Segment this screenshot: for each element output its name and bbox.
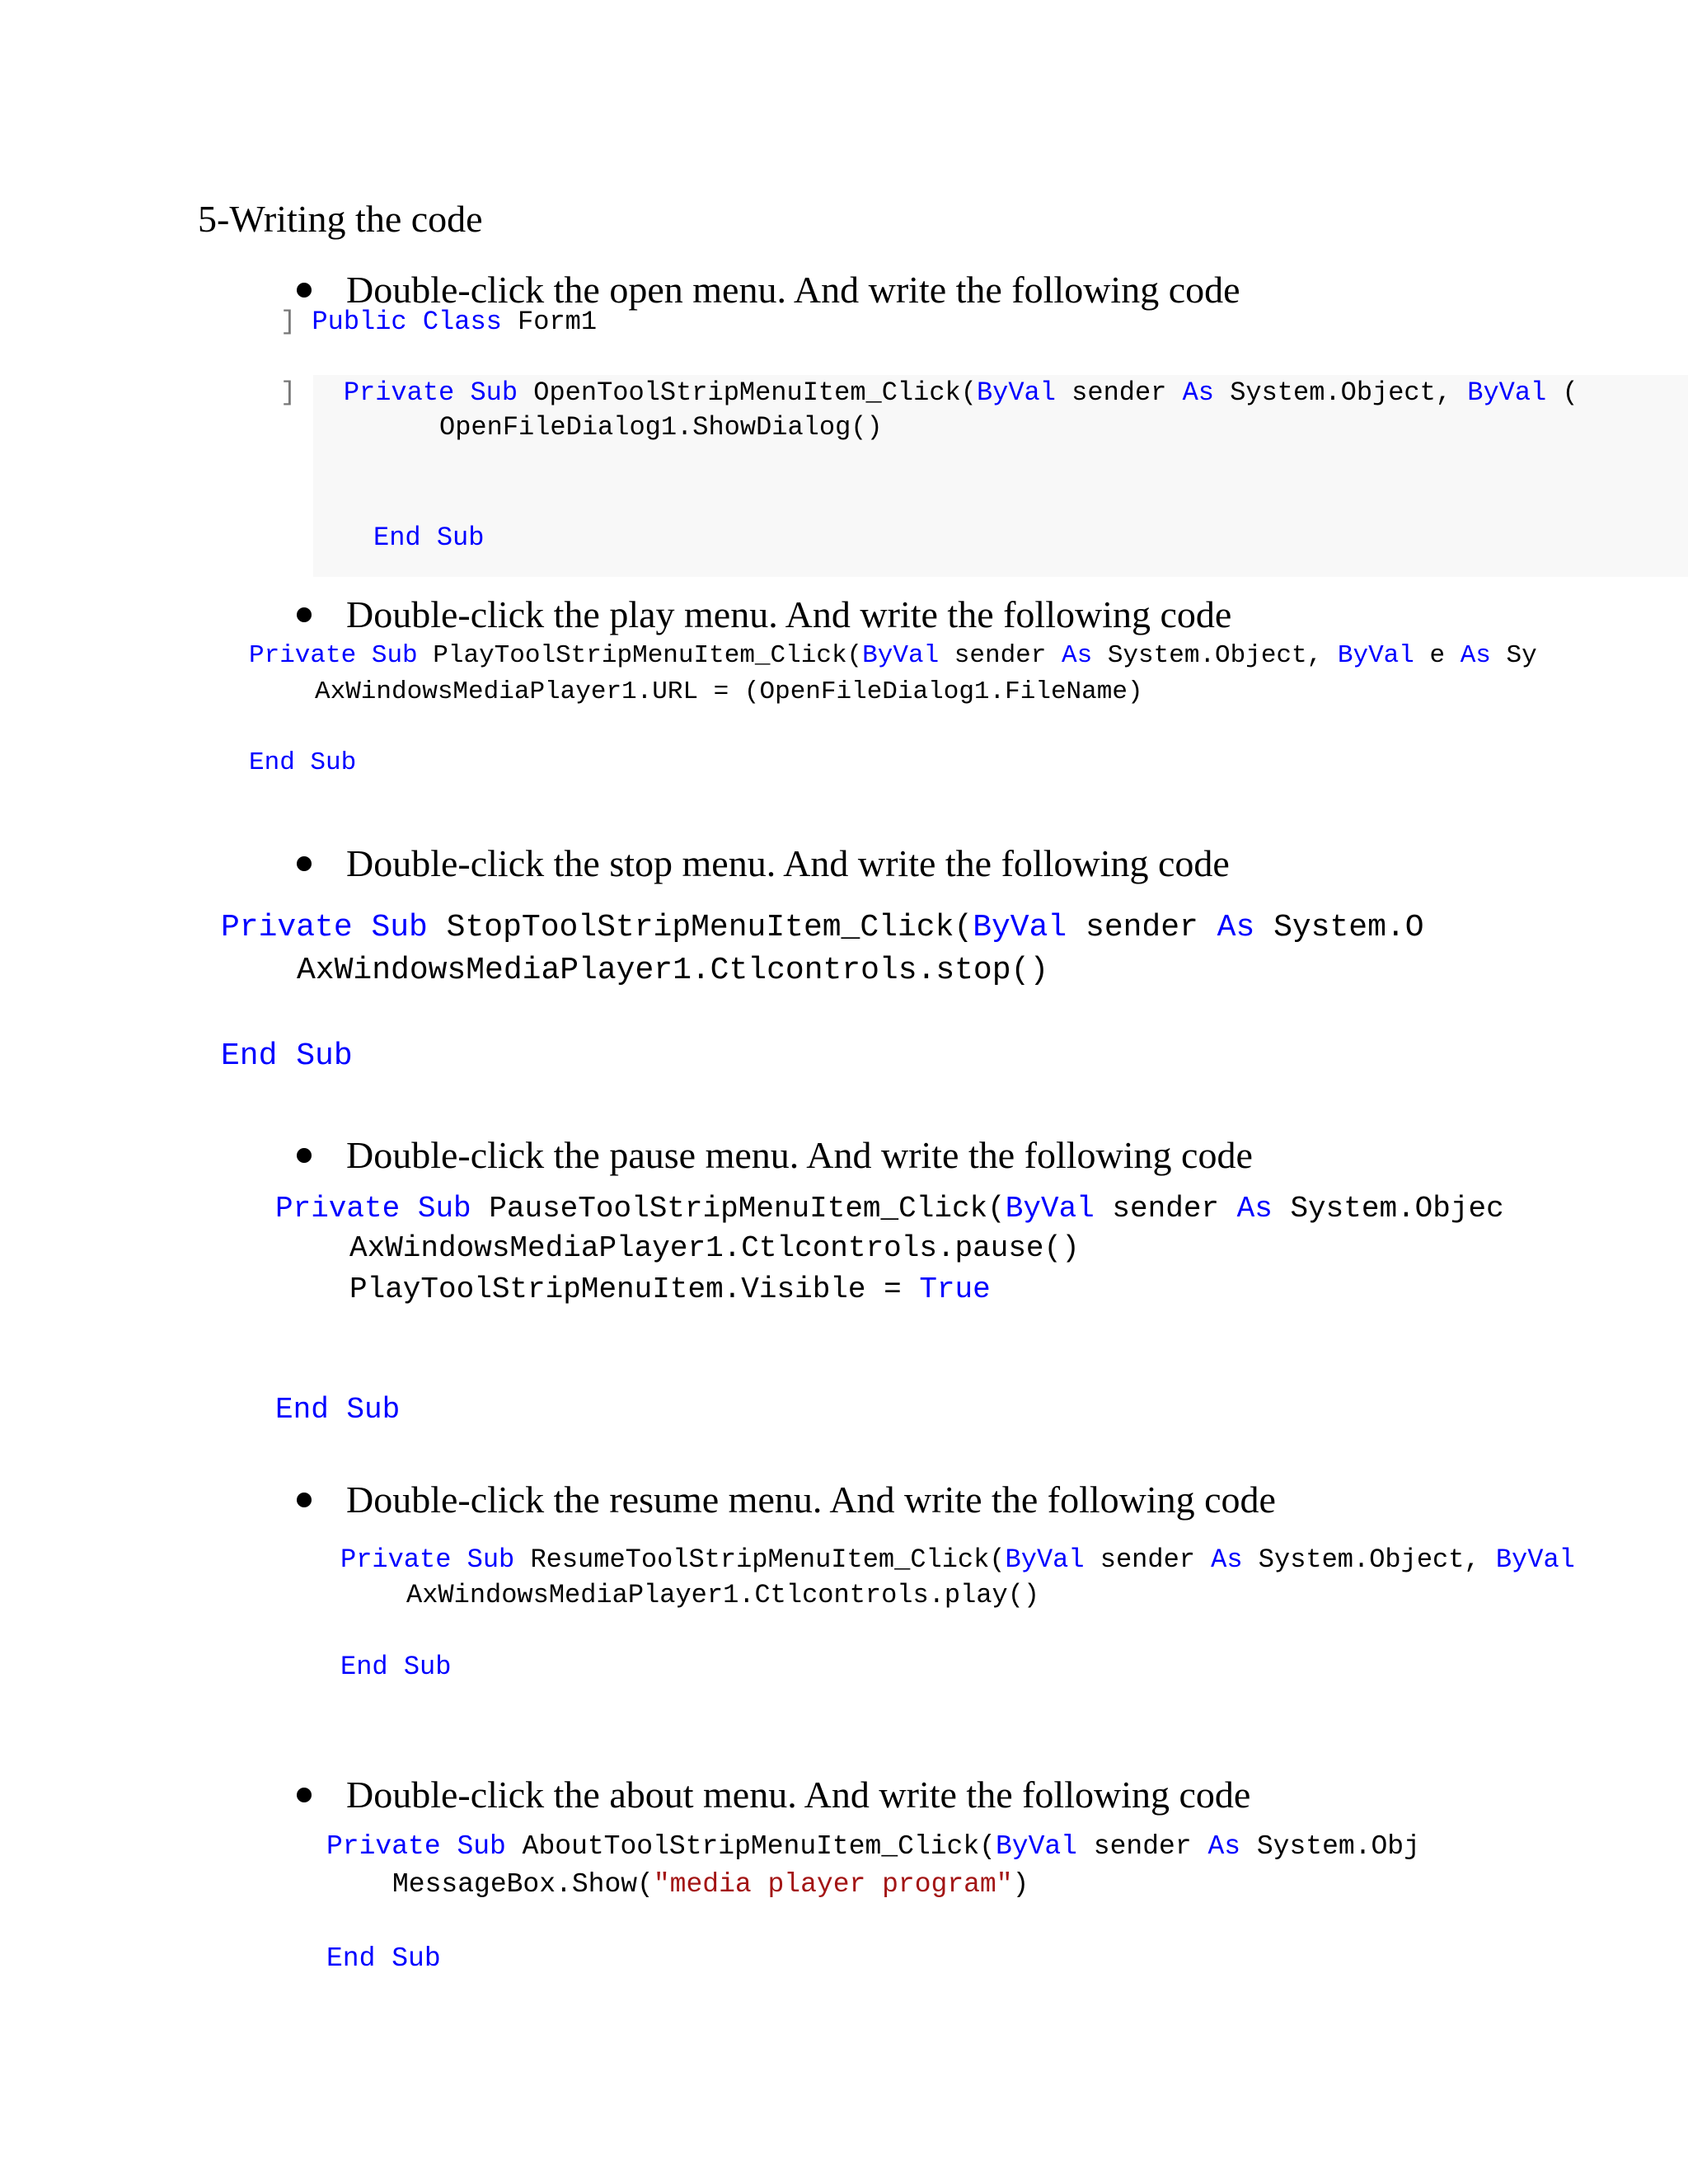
code-keyword: Public Class: [312, 307, 502, 337]
code-text: sender: [1084, 1544, 1212, 1575]
bullet-about-menu: [297, 1770, 1250, 1820]
code-line: [349, 1272, 991, 1306]
code-keyword: Private: [340, 1544, 452, 1575]
bullet-text: Double-click the open menu. And write the following code: [346, 269, 1240, 311]
code-keyword: Private: [249, 641, 357, 670]
code-text: System.Object,: [1092, 641, 1338, 670]
code-text: OpenToolStripMenuItem_Click(: [518, 377, 977, 408]
section-heading: 5-Writing the code: [198, 198, 483, 240]
code-line: OpenFileDialog1.ShowDialog(): [439, 412, 883, 443]
code-line-partial: [373, 523, 485, 555]
code-keyword: Sub: [467, 1544, 515, 1575]
code-text: sender: [1077, 1831, 1208, 1862]
code-keyword: Sub: [470, 377, 518, 408]
bullet-stop-menu: [297, 839, 1230, 888]
code-line: ] Public Class Form1: [280, 307, 598, 337]
code-keyword: Private: [326, 1831, 441, 1862]
code-text: StopToolStripMenuItem_Click(: [427, 910, 973, 945]
code-keyword: ByVal: [1005, 1192, 1095, 1226]
code-keyword: As: [1062, 641, 1093, 670]
code-line: AxWindowsMediaPlayer1.URL = (OpenFileDialog1.FileName): [315, 677, 1143, 706]
code-line: AxWindowsMediaPlayer1.Ctlcontrols.play(): [406, 1580, 1040, 1610]
code-text: (: [1546, 377, 1578, 408]
bullet-resume-menu: [297, 1475, 1276, 1525]
code-text: ResumeToolStripMenuItem_Click(: [514, 1544, 1006, 1575]
code-line-end: End Sub: [249, 748, 357, 777]
code-text: sender: [1094, 1192, 1237, 1226]
code-text: Sy: [1490, 641, 1537, 670]
code-keyword: As: [1217, 910, 1255, 945]
code-line: [392, 1869, 1029, 1900]
code-text: e: [1414, 641, 1461, 670]
bullet-dot-icon: [297, 1788, 312, 1802]
code-keyword: ByVal: [1495, 1544, 1575, 1575]
code-keyword: As: [1182, 377, 1214, 408]
code-string: "media player program": [653, 1869, 1013, 1900]
code-block-stop: [216, 905, 1508, 1078]
code-text: System.Obj: [1240, 1831, 1420, 1862]
code-keyword: ByVal: [862, 641, 940, 670]
code-keyword: Sub: [417, 1192, 471, 1226]
code-line: [275, 1192, 1504, 1226]
bullet-text: Double-click the resume menu. And write the following code: [346, 1479, 1276, 1521]
code-keyword: Private: [343, 377, 455, 408]
code-line: [221, 910, 1424, 945]
code-line-end: End Sub: [221, 1038, 353, 1074]
bullet-pause-menu: [297, 1131, 1253, 1180]
code-keyword: As: [1207, 1831, 1241, 1862]
bullet-text: Double-click the about menu. And write the following code: [346, 1774, 1251, 1816]
bullet-play-menu: [297, 590, 1231, 640]
code-line-end: End Sub: [275, 1393, 401, 1427]
code-line: [326, 1831, 1420, 1862]
code-block-open: [280, 307, 1688, 579]
code-text: System.O: [1254, 910, 1424, 945]
code-block-play: [246, 641, 1688, 790]
code-text: ): [1012, 1869, 1029, 1900]
code-text: System.Object,: [1242, 1544, 1496, 1575]
code-line: [249, 641, 1537, 670]
code-keyword: ByVal: [973, 910, 1067, 945]
code-text: PauseToolStripMenuItem_Click(: [471, 1192, 1006, 1226]
code-line-end: End Sub: [340, 1652, 452, 1682]
code-line-end: End Sub: [326, 1943, 441, 1974]
code-text: MessageBox.Show(: [392, 1869, 654, 1900]
code-text: System.Objec: [1272, 1192, 1504, 1226]
code-keyword: Sub: [457, 1831, 506, 1862]
code-keyword: As: [1211, 1544, 1243, 1575]
code-text: sender: [939, 641, 1062, 670]
code-keyword: End Sub: [373, 523, 485, 553]
code-line: AxWindowsMediaPlayer1.Ctlcontrols.pause(): [349, 1231, 1080, 1265]
code-text: sender: [1067, 910, 1217, 945]
code-keyword: True: [919, 1272, 991, 1306]
code-text: sender: [1055, 377, 1183, 408]
bullet-dot-icon: [297, 1493, 312, 1507]
code-keyword: As: [1236, 1192, 1273, 1226]
code-text: Form1: [501, 307, 598, 337]
code-block-pause: [270, 1187, 1596, 1434]
bullet-dot-icon: [297, 607, 312, 622]
code-keyword: ByVal: [1467, 377, 1547, 408]
code-text: PlayToolStripMenuItem_Click(: [417, 641, 863, 670]
bullet-text: Double-click the pause menu. And write the following code: [346, 1134, 1253, 1176]
code-keyword: Private: [221, 910, 353, 945]
code-keyword: Private: [275, 1192, 401, 1226]
code-block-resume: [336, 1541, 1653, 1698]
code-keyword: ByVal: [976, 377, 1056, 408]
bullet-dot-icon: [297, 283, 312, 298]
code-keyword: Sub: [371, 641, 418, 670]
bullet-dot-icon: [297, 856, 312, 871]
bullet-dot-icon: [297, 1148, 312, 1163]
code-line: ] Private Sub OpenToolStripMenuItem_Click(ByVal sender As System.Object, ByVal (: [280, 377, 1578, 408]
code-text: AboutToolStripMenuItem_Click(: [505, 1831, 996, 1862]
code-line: [340, 1544, 1575, 1575]
code-keyword: ByVal: [995, 1831, 1077, 1862]
code-keyword: ByVal: [1005, 1544, 1085, 1575]
bullet-text: Double-click the play menu. And write the following code: [346, 593, 1232, 635]
bullet-text: Double-click the stop menu. And write the following code: [346, 842, 1230, 884]
code-text: System.Object,: [1213, 377, 1468, 408]
code-block-about: [323, 1828, 1484, 1993]
code-keyword: As: [1460, 641, 1491, 670]
code-line: AxWindowsMediaPlayer1.Ctlcontrols.stop(): [297, 953, 1049, 988]
code-text: PlayToolStripMenuItem.Visible =: [349, 1272, 920, 1306]
code-keyword: Sub: [371, 910, 428, 945]
code-keyword: ByVal: [1337, 641, 1414, 670]
